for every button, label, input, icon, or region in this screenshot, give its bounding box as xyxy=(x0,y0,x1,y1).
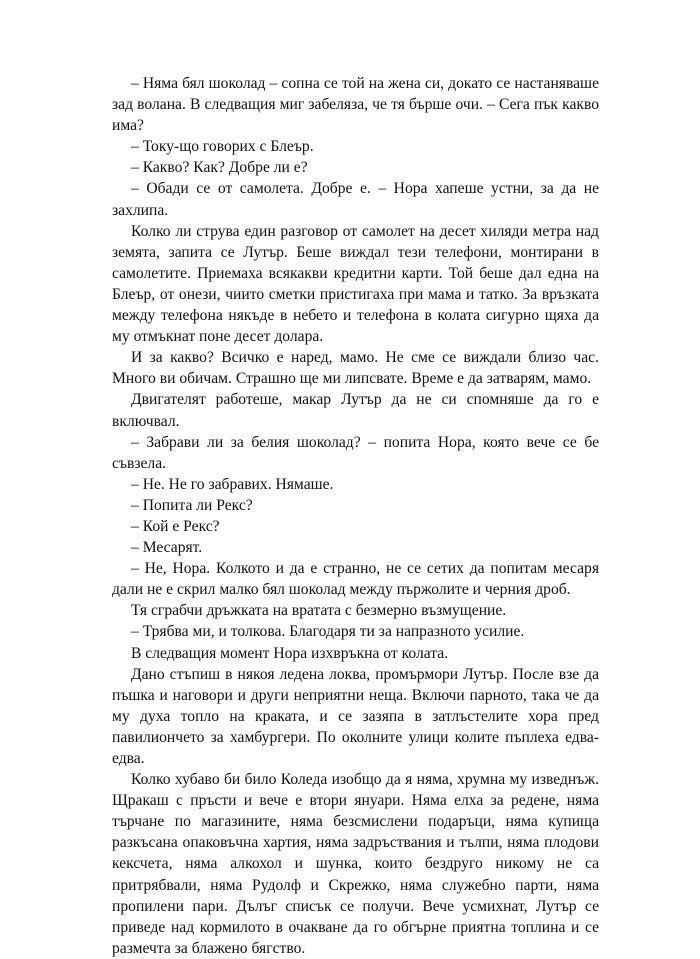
paragraph: И за какво? Всичко е наред, мамо. Не сме се виждали близо час. Много ви обичам. Страшно ще ми липсвате. Време е да затварям, мамо. xyxy=(112,349,599,388)
paragraph: – Трябва ми, и толкова. Благодаря ти за напразното усилие. xyxy=(131,623,525,641)
paragraph: Колко ли струва един разговор от самолет на десет хиляди метра над земята, запита се Лутър. Беше виждал тези телефони, монтирани в самолетите. Приемаха всякакви кредитни карти. Той беше дал една на Блеър, от онези, чиито сметки пристигаха при мама и татко. За връзката между телефона някъде в небето и телефона в колата сигурно щяха да му отмъкнат поне десет долара. xyxy=(112,222,599,346)
paragraph: – Не. Не го забравих. Нямаше. xyxy=(131,475,334,493)
paragraph: – Какво? Как? Добре ли е? xyxy=(131,159,308,177)
paragraph: – Кой е Рекс? xyxy=(131,517,220,535)
paragraph: В следващия момент Нора изхвръкна от колата. xyxy=(131,644,449,662)
body-text xyxy=(112,73,599,959)
paragraph: Дано стъпиш в някоя ледена локва, промърмори Лутър. После взе да пъшка и наговори и други неприятни неща. Включи парното, така че да му духа топло на краката, и се зазяпа в затлъстелите хора пред павилиончето за хамбургери. По околните улици колите пъплеха едва-едва. xyxy=(112,665,599,767)
paragraph: Двигателят работеше, макар Лутър да не си спомняше да го е включвал. xyxy=(112,391,599,430)
paragraph: – Току-що говорих с Блеър. xyxy=(131,138,314,156)
paragraph: – Не, Нора. Колкото и да е странно, не се сетих да попитам месаря дали не е скрил малко бял шоколад между пържолите и черния дроб. xyxy=(112,560,599,599)
paragraph: Колко хубаво би било Коледа изобщо да я няма, хрумна му изведнъж. Щракаш с пръсти и вече е втори януари. Няма елха за редене, няма търчане по магазините, няма безсмислени подаръци, няма купища разкъсана опаковъчна хартия, няма задръствания и тълпи, няма плодови кексчета, няма алкохол и шунка, които бездруго никому не са притрябвали, няма Рудолф и Скрежко, няма служебно парти, няма пропилени пари. Дълъг списък се получи. Вече усмихнат, Лутър се приведе над кормилото в очакване да го обгърне приятна топлина и се размечта за блажено бягство. xyxy=(112,771,599,957)
paragraph: – Обади се от самолета. Добре е. – Нора хапеше устни, за да не захлипа. xyxy=(112,180,599,219)
paragraph: – Месарят. xyxy=(131,539,203,557)
paragraph: Тя сграбчи дръжката на вратата с безмерно възмущение. xyxy=(131,602,507,620)
paragraph: – Забрави ли за белия шоколад? – попита Нора, която вече се бе съвзела. xyxy=(112,433,599,472)
paragraph: – Няма бял шоколад – сопна се той на жена си, докато се настаняваше зад волана. В следващия миг забеляза, че тя бърше очи. – Сега пък какво има? xyxy=(112,75,599,135)
paragraph: – Попита ли Рекс? xyxy=(131,496,253,514)
